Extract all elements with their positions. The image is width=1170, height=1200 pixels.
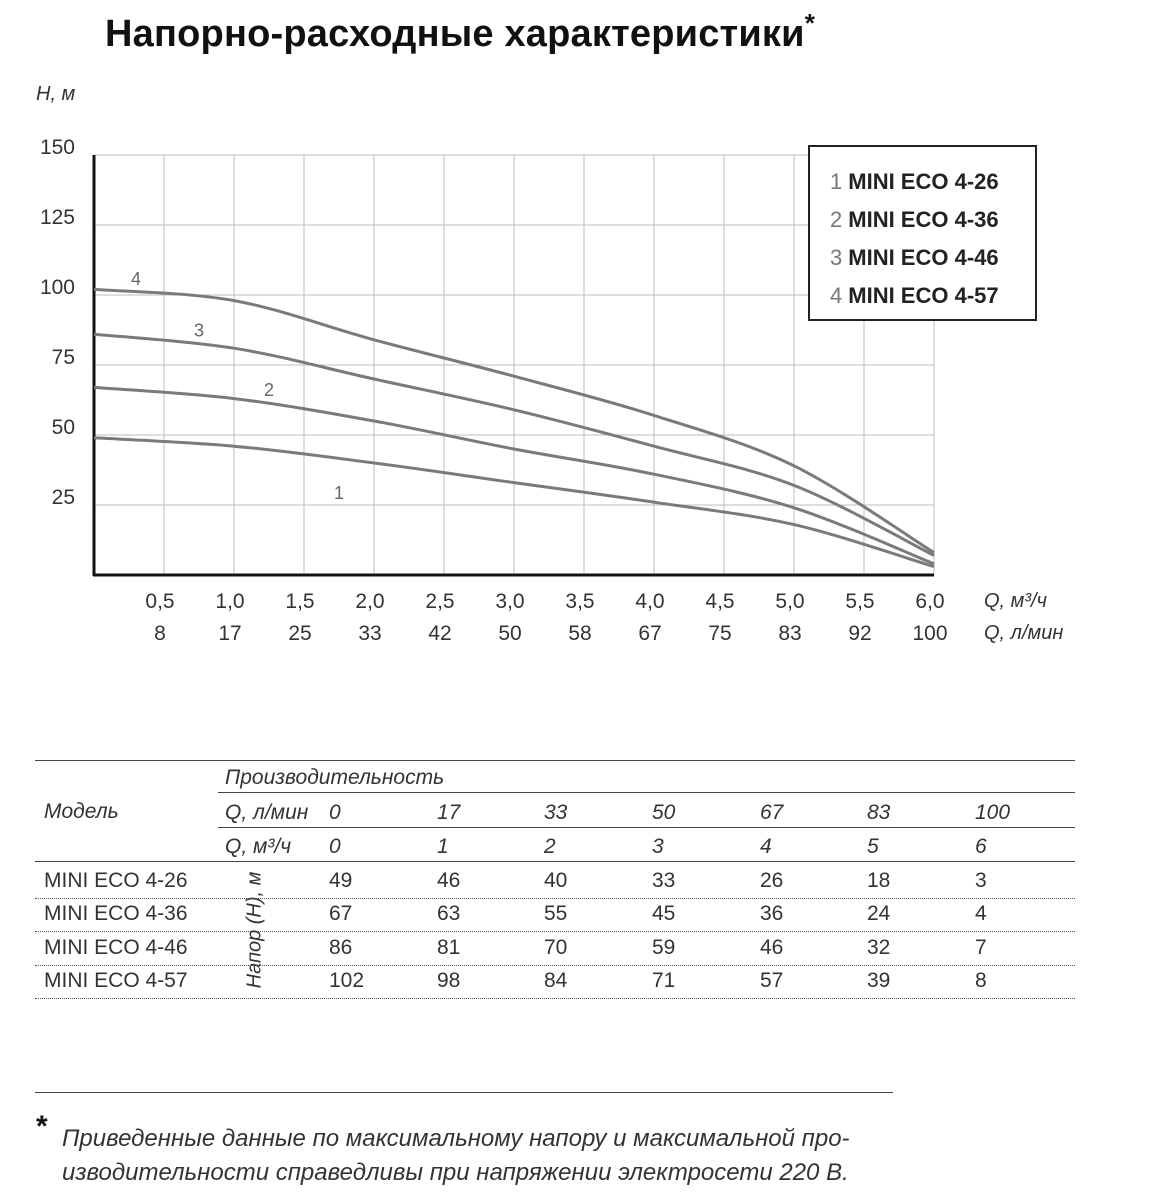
footnote-text: Приведенные данные по максимальному напору и максимальной про-изводительности справедливы при напряжении электросети 220 В. — [62, 1125, 850, 1186]
head-value-cell: 46 — [760, 936, 784, 959]
x-tick-label-lmin: 83 — [778, 622, 802, 645]
head-value-cell: 59 — [652, 936, 676, 959]
table-top-rule — [35, 760, 1075, 761]
head-value-cell: 46 — [437, 869, 461, 892]
legend-item-1: 1 MINI ECO 4-26 — [830, 169, 999, 194]
head-value-cell: 70 — [544, 936, 568, 959]
x-tick-label-lmin: 42 — [428, 622, 452, 645]
x-tick-label-lmin: 50 — [498, 622, 522, 645]
head-value-cell: 84 — [544, 969, 568, 992]
x-tick-label-lmin: 8 — [154, 622, 166, 645]
x-tick-label-m3h: 3,5 — [565, 590, 595, 613]
legend-item-2: 2 MINI ECO 4-36 — [830, 207, 999, 232]
chart-legend — [808, 145, 1037, 321]
row-divider — [35, 998, 1075, 999]
x-tick-label-m3h: 3,0 — [495, 590, 525, 613]
head-value-cell: 71 — [652, 969, 676, 992]
x-axis-label-m3h: Q, м³/ч — [984, 590, 1047, 612]
x-tick-label-m3h: 1,0 — [215, 590, 245, 613]
head-value-cell: 36 — [760, 902, 784, 925]
flow-m3h-cell: 4 — [760, 835, 772, 858]
curve-label-2: 2 — [263, 380, 275, 401]
head-value-cell: 3 — [975, 869, 987, 892]
head-value-cell: 49 — [329, 869, 353, 892]
x-tick-label-m3h: 0,5 — [145, 590, 175, 613]
head-value-cell: 4 — [975, 902, 987, 925]
x-tick-label-m3h: 4,0 — [635, 590, 665, 613]
head-value-cell: 18 — [867, 869, 891, 892]
x-tick-label-m3h: 2,0 — [355, 590, 385, 613]
head-value-cell: 86 — [329, 936, 353, 959]
head-value-cell: 8 — [975, 969, 987, 992]
flow-m3h-cell: 0 — [329, 835, 341, 858]
head-value-cell: 57 — [760, 969, 784, 992]
head-value-cell: 67 — [329, 902, 353, 925]
curve-label-3: 3 — [193, 320, 205, 341]
flow-lmin-cell: 100 — [975, 801, 1011, 824]
footnote-mark: * — [36, 1110, 48, 1143]
row-divider — [35, 965, 1075, 966]
head-value-cell: 26 — [760, 869, 784, 892]
head-value-cell: 7 — [975, 936, 987, 959]
row-divider — [35, 931, 1075, 932]
x-tick-label-m3h: 4,5 — [705, 590, 735, 613]
flow-lmin-cell: 0 — [329, 801, 341, 824]
flow-lmin-cell: 33 — [544, 801, 568, 824]
head-value-cell: 39 — [867, 969, 891, 992]
x-tick-label-m3h: 1,5 — [285, 590, 315, 613]
group-header: Производительность — [225, 766, 445, 789]
y-tick-label: 75 — [51, 346, 75, 369]
x-axis-label-lmin: Q, л/мин — [984, 622, 1064, 644]
head-value-cell: 32 — [867, 936, 891, 959]
row-lmin-label: Q, л/мин — [225, 801, 309, 824]
title-asterisk: * — [804, 8, 816, 38]
flow-lmin-cell: 17 — [437, 801, 461, 824]
legend-item-4: 4 MINI ECO 4-57 — [830, 283, 999, 308]
x-tick-label-lmin: 92 — [848, 622, 872, 645]
x-tick-label-lmin: 17 — [218, 622, 242, 645]
x-tick-label-m3h: 6,0 — [915, 590, 945, 613]
y-tick-label: 100 — [39, 276, 75, 299]
x-tick-label-lmin: 75 — [708, 622, 732, 645]
model-header: Модель — [44, 800, 119, 823]
head-value-cell: 81 — [437, 936, 461, 959]
model-cell: MINI ECO 4-36 — [44, 902, 188, 925]
page-title: Напорно-расходные характеристики* — [105, 8, 816, 55]
flow-m3h-cell: 1 — [437, 835, 449, 858]
curve-label-1: 1 — [333, 482, 345, 503]
head-value-cell: 40 — [544, 869, 568, 892]
flow-lmin-cell: 67 — [760, 801, 784, 824]
group-rule — [218, 792, 1075, 793]
lmin-rule — [218, 827, 1075, 828]
x-tick-label-m3h: 5,0 — [775, 590, 805, 613]
x-tick-label-lmin: 100 — [912, 622, 948, 645]
y-axis-label: H, м — [36, 83, 76, 105]
flow-lmin-cell: 50 — [652, 801, 676, 824]
x-tick-label-lmin: 67 — [638, 622, 662, 645]
curve-label-4: 4 — [130, 268, 142, 289]
y-tick-label: 125 — [39, 206, 75, 229]
head-value-cell: 33 — [652, 869, 676, 892]
flow-m3h-cell: 2 — [544, 835, 556, 858]
head-value-cell: 102 — [329, 969, 365, 992]
flow-lmin-cell: 83 — [867, 801, 891, 824]
x-tick-label-lmin: 33 — [358, 622, 382, 645]
y-tick-label: 150 — [39, 136, 75, 159]
model-cell: MINI ECO 4-57 — [44, 969, 188, 992]
header-bottom-rule — [35, 861, 1075, 862]
y-tick-label: 50 — [51, 416, 75, 439]
head-value-cell: 63 — [437, 902, 461, 925]
head-value-cell: 45 — [652, 902, 676, 925]
x-tick-label-m3h: 5,5 — [845, 590, 875, 613]
row-divider — [35, 898, 1075, 899]
head-value-cell: 98 — [437, 969, 461, 992]
model-cell: MINI ECO 4-26 — [44, 869, 188, 892]
flow-m3h-cell: 5 — [867, 835, 879, 858]
y-tick-label: 25 — [51, 486, 75, 509]
model-cell: MINI ECO 4-46 — [44, 936, 188, 959]
head-value-cell: 24 — [867, 902, 891, 925]
flow-m3h-cell: 6 — [975, 835, 987, 858]
legend-item-3: 3 MINI ECO 4-46 — [830, 245, 999, 270]
x-tick-label-lmin: 58 — [568, 622, 592, 645]
x-tick-label-m3h: 2,5 — [425, 590, 455, 613]
flow-m3h-cell: 3 — [652, 835, 664, 858]
footnote-rule — [35, 1092, 893, 1093]
x-tick-label-lmin: 25 — [288, 622, 312, 645]
head-value-cell: 55 — [544, 902, 568, 925]
row-m3h-label: Q, м³/ч — [225, 835, 292, 858]
head-axis-label: Напор (H), м — [243, 871, 266, 989]
